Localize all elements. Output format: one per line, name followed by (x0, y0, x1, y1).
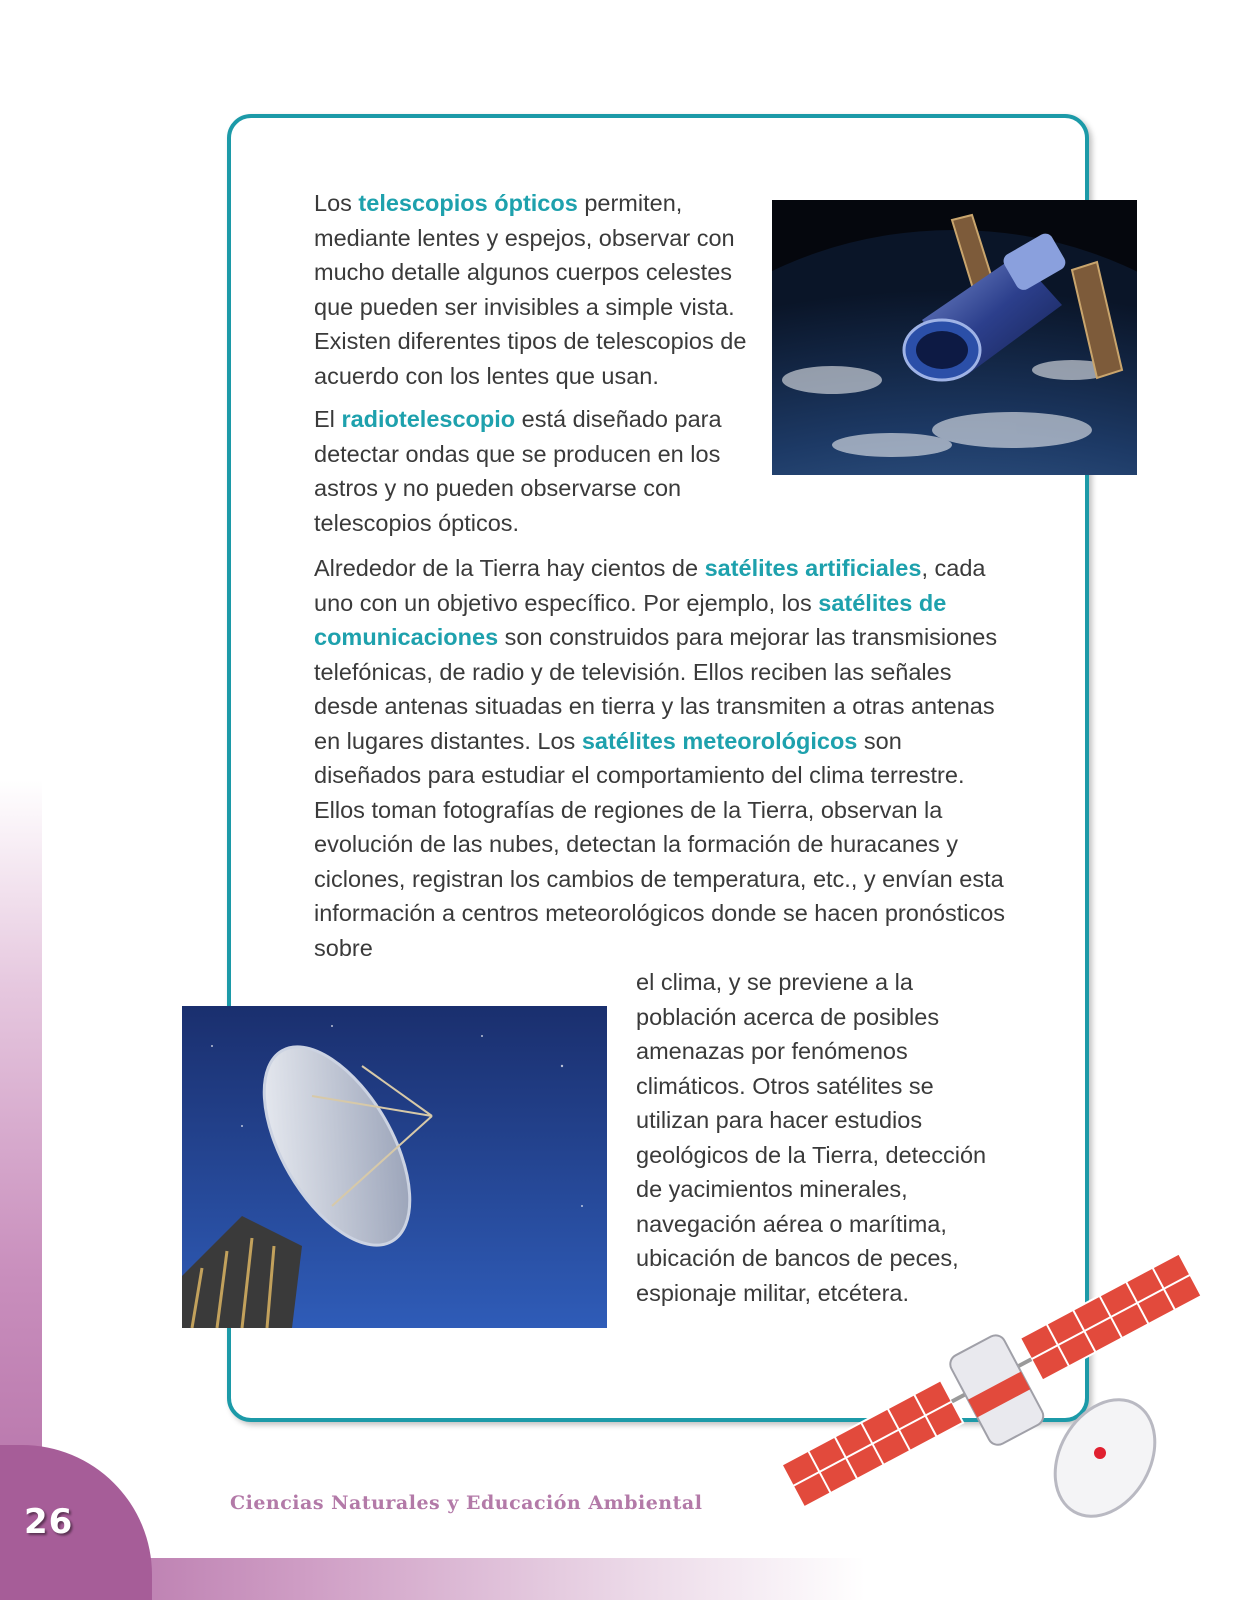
paragraph-satellite-uses: el clima, y se previene a la población acerca de posibles amenazas por fenómenos climáticos. Otros satélites se utilizan para hacer estudios geológicos de la Tierra, detección de yacimientos minerales, navegación aérea o marítima, ubicación de bancos de peces, espionaje militar, etcétera. (636, 969, 987, 1306)
paragraph-optical-telescopes: Los telescopios ópticos permiten, mediante lentes y espejos, observar con mucho detalle algunos cuerpos celestes que pueden ser invisibles a simple vista. Existen diferentes tipos de telescopios de acuerdo con los lentes que usan. (314, 190, 747, 389)
page-number: 26 (24, 1502, 74, 1542)
space-telescope-photo (772, 200, 1137, 475)
term-telescopios-opticos: telescopios ópticos (358, 190, 578, 216)
page-number-tab (0, 1445, 152, 1600)
term-satelites-comunicaciones: satélites de comunicaciones (314, 589, 947, 650)
term-satelites-meteorologicos: satélites meteorológicos (581, 727, 858, 754)
bottom-gradient-band (0, 1558, 1236, 1600)
paragraph-artificial-satellites: Alrededor de la Tierra hay cientos de satélites artificiales, cada uno con un objetivo específico. Por ejemplo, los satélites de comunicaciones son construidos para mejorar las transmisiones telefónicas, de radio y de televisión. Ellos reciben las señales desde antenas situadas en tierra y las transmiten a otras antenas en lugares distantes. Los satélites meteorológicos son diseñados para estudiar el comportamiento del clima terrestre. Ellos toman fotografías de regiones de la Tierra, observan la evolución de las nubes, detectan la formación de huracanes y ciclones, registran los cambios de temperatura, etc., y envían esta información a centros meteorológicos donde se hacen pronósticos sobre (314, 555, 1006, 961)
term-radiotelescopio: radiotelescopio (341, 406, 516, 432)
term-satelites-artificiales: satélites artificiales (704, 555, 922, 581)
footer-book-title: Ciencias Naturales y Educación Ambiental (230, 1492, 703, 1514)
paragraph-radiotelescope: El radiotelescopio está diseñado para detectar ondas que se producen en los astros y no pueden observarse con telescopios ópticos. (314, 406, 722, 536)
radio-telescope-dish-photo (182, 1006, 607, 1328)
